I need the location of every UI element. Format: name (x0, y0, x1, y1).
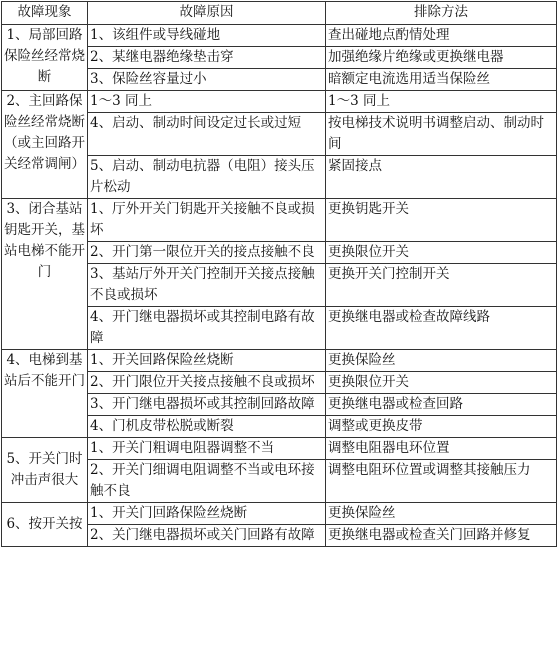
header-symptom: 故障现象 (2, 2, 88, 25)
cause-cell: 1～3 同上 (88, 91, 326, 113)
table-row (2, 91, 557, 113)
cause-cell: 1、该组件或导线碰地 (88, 25, 326, 47)
fix-cell: 调整电阻器电环位置 (326, 438, 557, 460)
fix-cell: 更换保险丝 (326, 503, 557, 525)
cause-cell: 2、开门限位开关接点接触不良或损坏 (88, 372, 326, 394)
symptom-cell: 1、局部回路保险丝经常烧断 (2, 25, 88, 91)
fix-cell: 查出碰地点酌情处理 (326, 25, 557, 47)
cause-cell: 2、开门第一限位开关的接点接触不良 (88, 242, 326, 264)
fix-cell: 更换限位开关 (326, 372, 557, 394)
header-cause: 故障原因 (88, 2, 326, 25)
fix-cell: 按电梯技术说明书调整启动、制动时间 (326, 113, 557, 156)
symptom-cell: 4、电梯到基站后不能开门 (2, 350, 88, 438)
fix-cell: 更换保险丝 (326, 350, 557, 372)
symptom-cell: 2、主回路保险丝经常烧断（或主回路开关经常调闸） (2, 91, 88, 199)
troubleshooting-table (1, 1, 557, 547)
cause-cell: 1、厅外开关门钥匙开关接触不良或损坏 (88, 199, 326, 242)
fix-cell: 调整电阻环位置或调整其接触压力 (326, 460, 557, 503)
cause-cell: 1、开关回路保险丝烧断 (88, 350, 326, 372)
symptom-cell: 3、闭合基站钥匙开关，基站电梯不能开门 (2, 199, 88, 350)
header-fix: 排除方法 (326, 2, 557, 25)
fix-cell: 加强绝缘片绝缘或更换继电器 (326, 47, 557, 69)
cause-cell: 1、开关门回路保险丝烧断 (88, 503, 326, 525)
fix-cell: 暗额定电流选用适当保险丝 (326, 69, 557, 91)
table-row (2, 25, 557, 47)
fix-cell: 更换继电器或检查回路 (326, 394, 557, 416)
cause-cell: 3、基站厅外开关门控制开关接点接触不良或损坏 (88, 264, 326, 307)
symptom-cell: 5、开关门时冲击声很大 (2, 438, 88, 503)
fix-cell: 更换继电器或检查关门回路并修复 (326, 525, 557, 547)
cause-cell: 2、某继电器绝缘垫击穿 (88, 47, 326, 69)
cause-cell: 3、开门继电器损坏或其控制回路故障 (88, 394, 326, 416)
table-row (2, 438, 557, 460)
table-row (2, 503, 557, 525)
symptom-cell: 6、按开关按 (2, 503, 88, 547)
cause-cell: 3、保险丝容量过小 (88, 69, 326, 91)
fix-cell: 更换钥匙开关 (326, 199, 557, 242)
cause-cell: 4、门机皮带松脱或断裂 (88, 416, 326, 438)
cause-cell: 4、启动、制动时间设定过长或过短 (88, 113, 326, 156)
table-row (2, 199, 557, 242)
cause-cell: 1、开关门粗调电阻器调整不当 (88, 438, 326, 460)
cause-cell: 5、启动、制动电抗器（电阻）接头压片松动 (88, 156, 326, 199)
fix-cell: 更换限位开关 (326, 242, 557, 264)
fix-cell: 调整或更换皮带 (326, 416, 557, 438)
fix-cell: 1～3 同上 (326, 91, 557, 113)
table-row (2, 350, 557, 372)
cause-cell: 4、开门继电器损坏或其控制电路有故障 (88, 307, 326, 350)
cause-cell: 2、开关门细调电阻调整不当或电环接触不良 (88, 460, 326, 503)
cause-cell: 2、关门继电器损坏或关门回路有故障 (88, 525, 326, 547)
fix-cell: 更换继电器或检查故障线路 (326, 307, 557, 350)
fix-cell: 紧固接点 (326, 156, 557, 199)
header-row (2, 2, 557, 25)
fix-cell: 更换开关门控制开关 (326, 264, 557, 307)
